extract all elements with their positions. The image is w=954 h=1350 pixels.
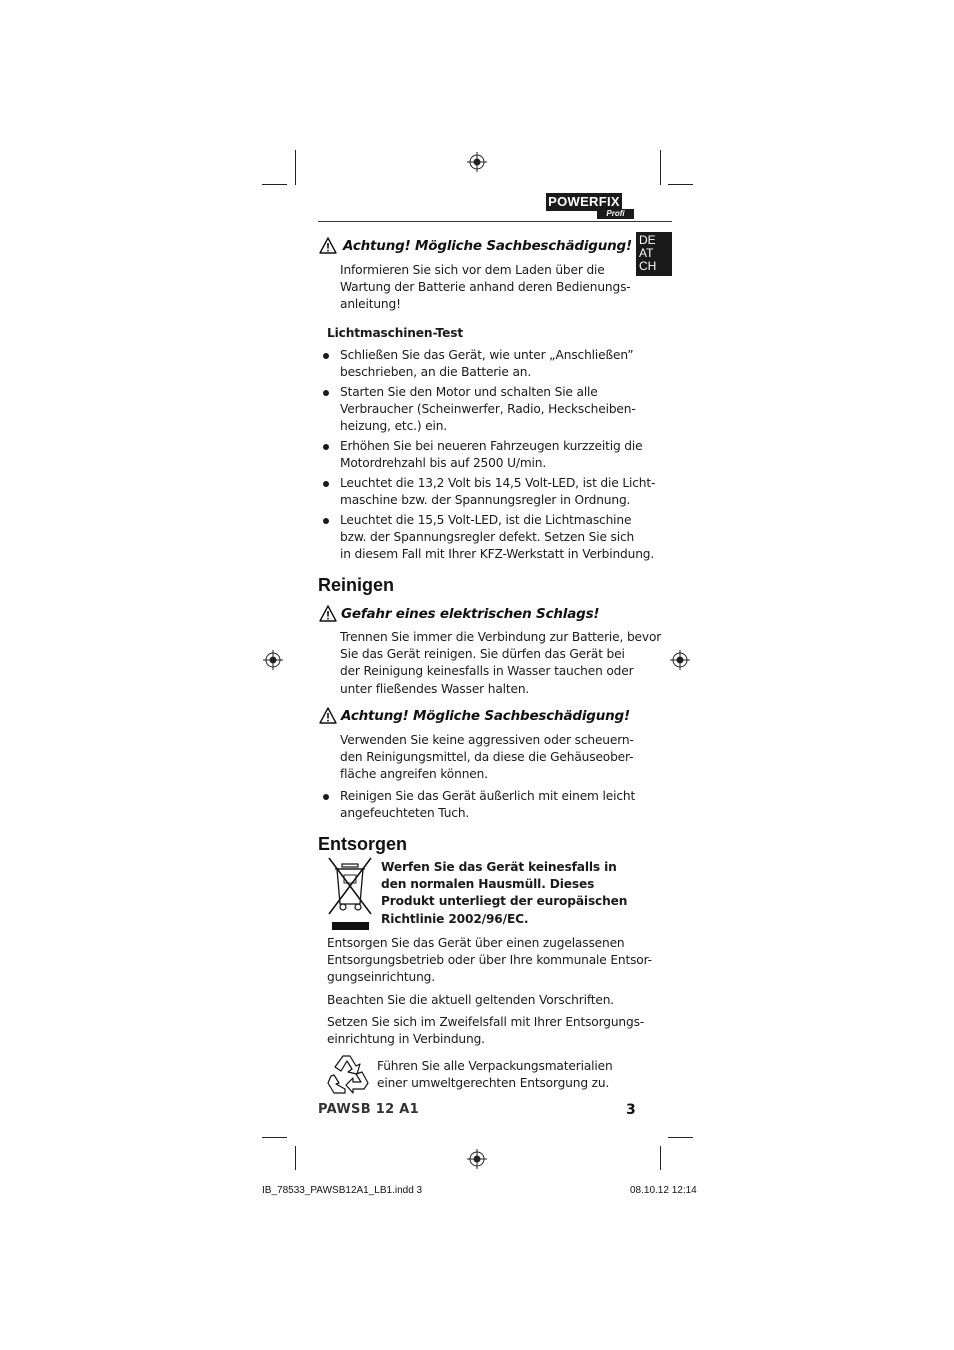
brand-logo-sub: Profi — [597, 209, 634, 219]
text-line: einer umweltgerechten Entsorgung zu. — [377, 1076, 610, 1091]
text-line: Erhöhen Sie bei neueren Fahrzeugen kurzzeitig die — [340, 439, 643, 453]
list-item — [340, 512, 654, 564]
warning-triangle-icon — [319, 237, 337, 254]
text-line: in diesem Fall mit Ihrer KFZ-Werkstatt in Verbindung. — [340, 547, 655, 562]
text-line: beschrieben, an die Batterie an. — [340, 365, 532, 380]
text-line: Produkt unterliegt der europäischen — [381, 894, 628, 909]
registration-mark-icon — [467, 152, 487, 172]
crop-mark — [262, 184, 287, 185]
bullet-icon — [323, 353, 329, 359]
crop-mark — [668, 184, 693, 185]
bullet-icon — [323, 390, 329, 396]
registration-mark-icon — [263, 650, 283, 670]
crop-mark — [660, 1146, 661, 1170]
lang-code: AT — [639, 246, 654, 260]
text-line: Führen Sie alle Verpackungsmaterialien — [377, 1059, 613, 1073]
list-item — [340, 438, 642, 472]
header-rule — [318, 221, 672, 222]
text-line: gungseinrichtung. — [327, 970, 435, 985]
warning-text — [340, 262, 631, 314]
warning-heading — [319, 707, 629, 727]
crop-mark — [262, 1137, 287, 1138]
language-tab — [636, 232, 672, 276]
crop-mark — [668, 1137, 693, 1138]
list-item — [340, 384, 636, 436]
text-line: bzw. der Spannungsregler defekt. Setzen Sie sich — [340, 530, 635, 545]
text-line: heizung, etc.) ein. — [340, 419, 448, 434]
print-file-info: IB_78533_PAWSB12A1_LB1.indd 3 — [262, 1185, 423, 1196]
warning-triangle-icon — [319, 707, 337, 724]
text-line: anleitung! — [340, 297, 401, 312]
list-item — [340, 475, 655, 509]
disposal-notice — [381, 859, 627, 928]
model-number: PAWSB 12 A1 — [318, 1102, 419, 1117]
text-line: Starten Sie den Motor und schalten Sie alle — [340, 385, 598, 399]
text-line: der Reinigung keinesfalls in Wasser tauchen oder — [340, 664, 634, 679]
warning-heading — [319, 237, 632, 257]
list-item — [340, 347, 633, 381]
text-line: den normalen Hausmüll. Dieses — [381, 877, 595, 892]
brand-logo: POWERFIX — [546, 193, 622, 211]
text-line: den Reinigungsmittel, da diese die Gehäuseober- — [340, 750, 634, 765]
warning-text — [340, 629, 661, 698]
text-line: Leuchtet die 13,2 Volt bis 14,5 Volt-LED, ist die Licht- — [340, 476, 656, 490]
bullet-icon — [323, 794, 329, 800]
text-line: Wartung der Batterie anhand deren Bedienungs- — [340, 280, 631, 295]
text-line: Schließen Sie das Gerät, wie unter „Anschließen” — [340, 348, 634, 362]
registration-mark-icon — [670, 650, 690, 670]
crop-mark — [295, 150, 296, 185]
bullet-icon — [323, 444, 329, 450]
text-line: Informieren Sie sich vor dem Laden über die — [340, 263, 605, 277]
paragraph — [327, 935, 652, 987]
warning-title: Achtung! Mögliche Sachbeschädigung! — [341, 708, 630, 724]
crop-mark — [295, 1146, 296, 1170]
page-number: 3 — [626, 1102, 636, 1118]
bullet-icon — [323, 518, 329, 524]
warning-title: Achtung! Mögliche Sachbeschädigung! — [343, 238, 632, 254]
text-line: Richtlinie 2002/96/EC. — [381, 911, 529, 926]
crossed-out-bin-icon — [327, 856, 373, 932]
text-line: Verwenden Sie keine aggressiven oder scheuern- — [340, 733, 634, 747]
text-line: Trennen Sie immer die Verbindung zur Batterie, bevor — [340, 630, 662, 644]
text-line: Sie das Gerät reinigen. Sie dürfen das Gerät bei — [340, 647, 625, 662]
text-line: Werfen Sie das Gerät keinesfalls in — [381, 860, 617, 874]
text-line: Setzen Sie sich im Zweifelsfall mit Ihrer Entsorgungs- — [327, 1015, 645, 1029]
paragraph — [327, 992, 614, 1009]
recycling-icon — [326, 1052, 371, 1094]
recycling-text — [377, 1058, 613, 1092]
text-line: Leuchtet die 15,5 Volt-LED, ist die Lichtmaschine — [340, 513, 632, 527]
subsection-title: Lichtmaschinen-Test — [327, 326, 463, 340]
text-line: Reinigen Sie das Gerät äußerlich mit einem leicht — [340, 789, 636, 803]
section-heading: Entsorgen — [318, 834, 408, 854]
lang-code: CH — [639, 259, 657, 273]
text-line: einrichtung in Verbindung. — [327, 1032, 485, 1047]
text-line: fläche angreifen können. — [340, 767, 488, 782]
text-line: Verbraucher (Scheinwerfer, Radio, Heckscheiben- — [340, 402, 636, 417]
warning-title: Gefahr eines elektrischen Schlags! — [341, 606, 600, 622]
warning-text — [340, 732, 634, 784]
text-line: angefeuchteten Tuch. — [340, 806, 470, 821]
text-line: Beachten Sie die aktuell geltenden Vorschriften. — [327, 993, 615, 1007]
lang-code: DE — [639, 233, 656, 247]
list-item — [340, 788, 635, 822]
text-line: maschine bzw. der Spannungsregler in Ordnung. — [340, 493, 631, 508]
section-heading: Reinigen — [318, 575, 395, 595]
print-datetime: 08.10.12 12:14 — [630, 1185, 697, 1196]
crop-mark — [660, 150, 661, 185]
text-line: Entsorgen Sie das Gerät über einen zugelassenen — [327, 936, 625, 950]
bullet-icon — [323, 481, 329, 487]
text-line: Motordrehzahl bis auf 2500 U/min. — [340, 456, 547, 471]
registration-mark-icon — [467, 1149, 487, 1169]
paragraph — [327, 1014, 644, 1048]
warning-triangle-icon — [319, 605, 337, 622]
text-line: Entsorgungsbetrieb oder über Ihre kommunale Entsor- — [327, 953, 652, 968]
warning-heading — [319, 605, 629, 625]
text-line: unter fließendes Wasser halten. — [340, 681, 530, 696]
